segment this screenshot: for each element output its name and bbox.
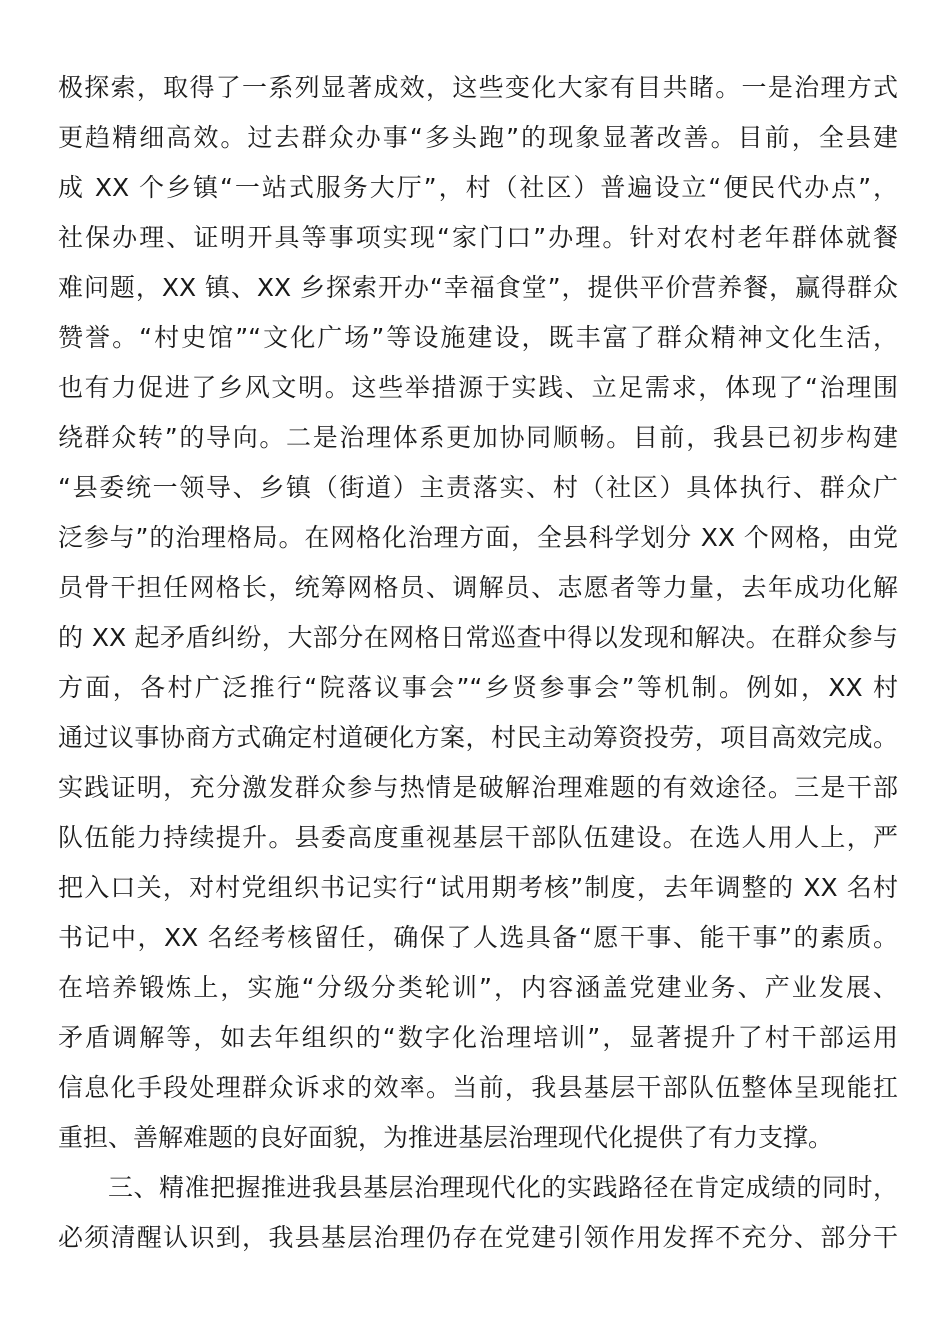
text-line: 的 XX 起矛盾纠纷，大部分在网格日常巡查中得以发现和解决。在群众参与 [58,623,898,652]
text-line: 在培养锻炼上，实施“分级分类轮训”，内容涵盖党建业务、产业发展、 [58,973,898,1002]
text-line: 队伍能力持续提升。县委高度重视基层干部队伍建设。在选人用人上，严 [58,823,898,852]
text-line: 也有力促进了乡风文明。这些举措源于实践、立足需求，体现了“治理围 [58,373,898,402]
text-line: 难问题，XX 镇、XX 乡探索开办“幸福食堂”，提供平价营养餐，赢得群众 [58,273,898,302]
text-line: 极探索，取得了一系列显著成效，这些变化大家有目共睹。一是治理方式 [58,73,898,102]
text-line: 书记中，XX 名经考核留任，确保了人选具备“愿干事、能干事”的素质。 [58,923,898,952]
text-line: 社保办理、证明开具等事项实现“家门口”办理。针对农村老年群体就餐 [58,223,898,252]
text-line: 绕群众转”的导向。二是治理体系更加协同顺畅。目前，我县已初步构建 [58,423,898,452]
text-line: 赞誉。“村史馆”“文化广场”等设施建设，既丰富了群众精神文化生活， [58,323,898,352]
text-line: 方面，各村广泛推行“院落议事会”“乡贤参事会”等机制。例如，XX 村 [58,673,898,702]
text-line: 实践证明，充分激发群众参与热情是破解治理难题的有效途径。三是干部 [58,773,898,802]
text-line: 把入口关，对村党组织书记实行“试用期考核”制度，去年调整的 XX 名村 [58,873,898,902]
section-heading-line: 三、精准把握推进我县基层治理现代化的实践路径在肯定成绩的同时， [108,1173,898,1202]
text-line: 泛参与”的治理格局。在网格化治理方面，全县科学划分 XX 个网格，由党 [58,523,898,552]
text-line: 必须清醒认识到，我县基层治理仍存在党建引领作用发挥不充分、部分干 [58,1223,898,1252]
text-line: “县委统一领导、乡镇（街道）主责落实、村（社区）具体执行、群众广 [58,473,898,502]
body-text [58,63,898,1263]
text-line: 信息化手段处理群众诉求的效率。当前，我县基层干部队伍整体呈现能扛 [58,1073,898,1102]
text-line: 员骨干担任网格长，统筹网格员、调解员、志愿者等力量，去年成功化解 [58,573,898,602]
text-line: 矛盾调解等，如去年组织的“数字化治理培训”，显著提升了村干部运用 [58,1023,898,1052]
text-line: 成 XX 个乡镇“一站式服务大厅”，村（社区）普遍设立“便民代办点”， [58,173,898,202]
text-line: 更趋精细高效。过去群众办事“多头跑”的现象显著改善。目前，全县建 [58,123,898,152]
text-line: 通过议事协商方式确定村道硬化方案，村民主动筹资投劳，项目高效完成。 [58,723,898,752]
text-line-paragraph-end: 重担、善解难题的良好面貌，为推进基层治理现代化提供了有力支撑。 [58,1123,834,1152]
